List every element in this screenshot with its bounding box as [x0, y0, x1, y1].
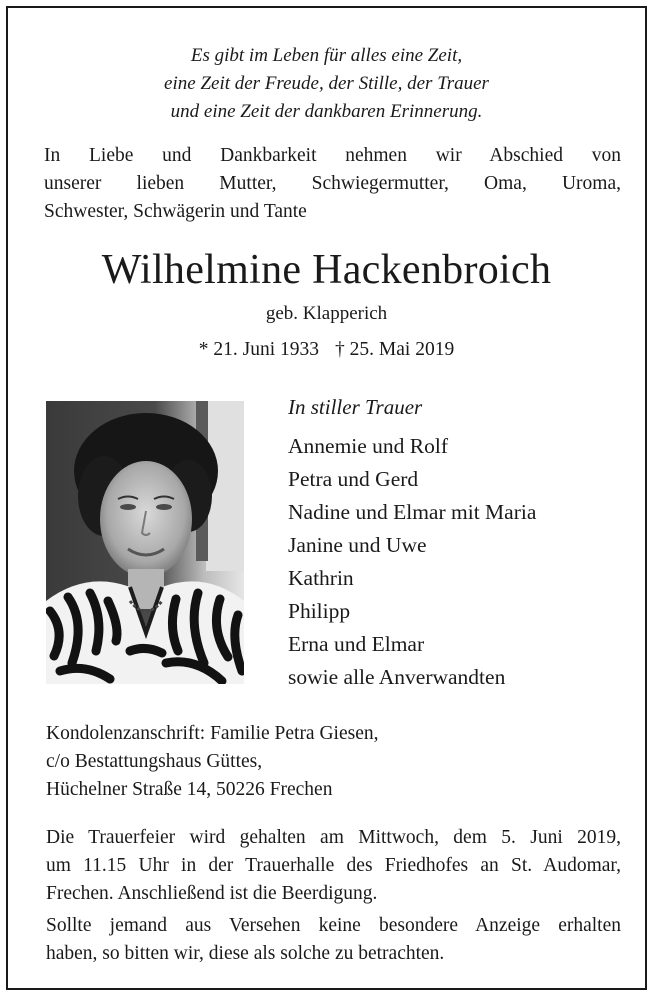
- intro-text: [44, 142, 621, 226]
- condolence-address: [46, 720, 626, 804]
- ceremony-line: Die Trauerfeier wird gehalten am Mittwoch, dem 5. Juni 2019,: [46, 827, 621, 848]
- mourner-name: Kathrin: [288, 566, 354, 590]
- intro-line: unserer lieben Mutter, Schwiegermutter, Oma, Uroma,: [44, 173, 621, 194]
- address-line: Kondolenzanschrift: Familie Petra Giesen,: [46, 723, 379, 744]
- mourner-name: Erna und Elmar: [288, 632, 425, 656]
- mourner-name: Nadine und Elmar mit Maria: [288, 500, 537, 524]
- closing-line: Sollte jemand aus Versehen keine besondere Anzeige erhalten: [46, 915, 621, 936]
- motto-verse: [8, 42, 645, 126]
- mourner-name: Annemie und Rolf: [288, 434, 449, 458]
- death-date: † 25. Mai 2019: [335, 339, 455, 360]
- address-line: c/o Bestattungshaus Güttes,: [46, 751, 263, 772]
- mourner-name: Philipp: [288, 599, 351, 623]
- motto-line: Es gibt im Leben für alles eine Zeit,: [190, 45, 463, 66]
- closing-note: [46, 912, 621, 968]
- mourner-name: sowie alle Anverwandten: [288, 665, 506, 689]
- maiden-name: geb. Klapperich: [265, 303, 388, 324]
- closing-line: haben, so bitten wir, diese als solche zu betrachten.: [46, 943, 445, 964]
- portrait-photo: [46, 401, 244, 684]
- mourner-name: Janine und Uwe: [288, 533, 427, 557]
- intro-line: Schwester, Schwägerin und Tante: [44, 201, 307, 222]
- mourner-name: Petra und Gerd: [288, 467, 419, 491]
- address-line: Hüchelner Straße 14, 50226 Frechen: [46, 779, 333, 800]
- mourners-list: [288, 392, 628, 694]
- ceremony-line: um 11.15 Uhr in der Trauerhalle des Friedhofes an St. Audomar,: [46, 855, 621, 876]
- mourning-heading: In stiller Trauer: [288, 395, 423, 419]
- birth-date: * 21. Juni 1933: [198, 339, 320, 360]
- motto-line: und eine Zeit der dankbaren Erinnerung.: [170, 101, 483, 122]
- intro-line: In Liebe und Dankbarkeit nehmen wir Abschied von: [44, 145, 621, 166]
- funeral-ceremony-info: [46, 824, 621, 908]
- life-dates: [8, 336, 645, 364]
- obituary-notice: [6, 6, 647, 990]
- ceremony-line: Frechen. Anschließend ist die Beerdigung.: [46, 883, 378, 904]
- deceased-name: Wilhelmine Hackenbroich: [101, 247, 552, 293]
- motto-line: eine Zeit der Freude, der Stille, der Trauer: [164, 73, 489, 94]
